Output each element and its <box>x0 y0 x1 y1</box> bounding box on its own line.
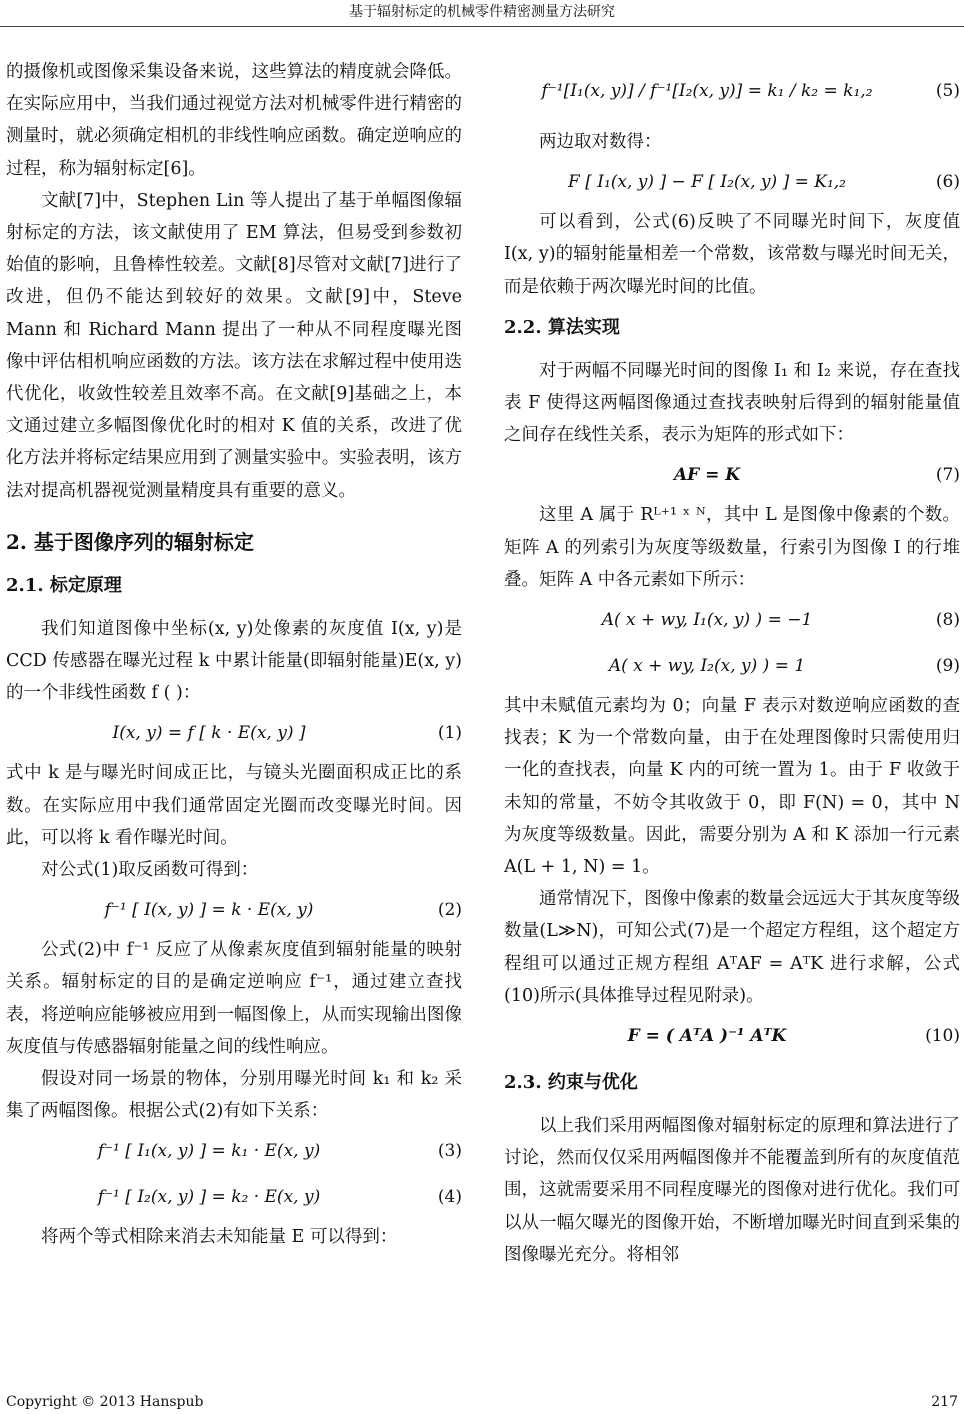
equation-number: (8) <box>935 610 960 631</box>
paragraph: 对于两幅不同曝光时间的图像 I₁ 和 I₂ 来说，存在查找表 F 使得这两幅图像通过查找表映射后得到的辐射能量值之间存在线性关系，表示为矩阵的形式如下： <box>504 360 960 446</box>
equation-formula: AF = K <box>673 465 741 486</box>
equation-formula: F = ( AᵀA )⁻¹ AᵀK <box>627 1026 787 1047</box>
paragraph: 两边取对数得： <box>539 132 662 152</box>
equation-formula: f⁻¹ [ I₂(x, y) ] = k₂ · E(x, y) <box>97 1187 321 1208</box>
equation-1 <box>6 711 462 755</box>
paragraph: 对公式(1)取反函数可得到： <box>41 860 259 881</box>
equation-number: (6) <box>935 172 960 193</box>
equation-number: (9) <box>935 656 960 677</box>
equation-10 <box>504 1014 960 1058</box>
equation-formula: A( x + wy, I₁(x, y) ) = −1 <box>601 610 813 631</box>
paragraph: 其中未赋值元素均为 0；向量 F 表示对数逆响应函数的查找表；K 为一个常数向量，由于在处理图像时只需使用归一化的查找表，向量 K 内的可统一置为 1。由于 F 收敛于未知的常量，不妨令其收敛于 0，即 F(N) = 0，其中 N 为灰度等级数量。因此，需要分别为 A 和 K 添加一行元素 A(L + 1, N) = 1。 <box>504 696 960 878</box>
subsection-heading: 2.3. 约束与优化 <box>504 1072 638 1094</box>
paragraph: 我们知道图像中坐标(x, y)处像素的灰度值 I(x, y)是 CCD 传感器在曝光过程 k 中累计能量(即辐射能量)E(x, y)的一个非线性函数 f ( )： <box>6 618 462 704</box>
paragraph: 将两个等式相除来消去未知能量 E 可以得到： <box>41 1227 398 1248</box>
paragraph: 的摄像机或图像采集设备来说，这些算法的精度就会降低。在实际应用中，当我们通过视觉方法对机械零件进行精密的测量时，就必须确定相机的非线性响应函数。确定逆响应的过程，称为辐射标定[6]。 <box>6 62 462 179</box>
paragraph: 通常情况下，图像中像素的数量会远远大于其灰度等级数量(L≫N)，可知公式(7)是一个超定方程组，这个超定方程组可以通过正规方程组 AᵀAF = AᵀK 进行求解，公式(10)所示(具体推导过程见附录)。 <box>504 889 960 1006</box>
section-heading: 2. 基于图像序列的辐射标定 <box>6 529 254 554</box>
equation-formula: f⁻¹[I₁(x, y)] / f⁻¹[I₂(x, y)] = k₁ / k₂ = k₁,₂ <box>541 81 873 101</box>
paragraph: 以上我们采用两幅图像对辐射标定的原理和算法进行了讨论，然而仅仅采用两幅图像并不能覆盖到所有的灰度值范围，这就需要采用不同程度曝光的图像对进行优化。我们可以从一幅欠曝光的图像开始，不断增加曝光时间直到采集的图像曝光充分。将相邻 <box>504 1116 960 1265</box>
equation-formula: f⁻¹ [ I(x, y) ] = k · E(x, y) <box>104 900 314 921</box>
right-column <box>504 56 960 1271</box>
equation-4 <box>6 1175 462 1219</box>
equation-7 <box>504 453 960 497</box>
equation-number: (4) <box>437 1187 462 1208</box>
equation-3 <box>6 1129 462 1173</box>
equation-5 <box>504 58 960 124</box>
equation-2 <box>6 888 462 932</box>
equation-number: (3) <box>437 1141 462 1162</box>
equation-6 <box>504 160 960 204</box>
equation-number: (10) <box>925 1026 960 1047</box>
equation-number: (1) <box>437 723 462 744</box>
paragraph: 可以看到，公式(6)反映了不同曝光时间下，灰度值 I(x, y)的辐射能量相差一个常数，该常数与曝光时间无关，而是依赖于两次曝光时间的比值。 <box>504 212 960 297</box>
left-column <box>6 56 462 1254</box>
page-number: 217 <box>931 1394 958 1410</box>
paragraph: 文献[7]中，Stephen Lin 等人提出了基于单幅图像辐射标定的方法，该文献使用了 EM 算法，但易受到参数初始值的影响，且鲁棒性较差。文献[8]尽管对文献[7]进行了改进，但仍不能达到较好的效果。文献[9]中，Steve Mann 和 Richard Mann 提出了一种从不同程度曝光图像中评估相机响应函数的方法。该方法在求解过程中使用迭代优化，收敛性较差且效率不高。在文献[9]基础之上，本文通过建立多幅图像优化时的相对 K 值的关系，改进了优化方法并将标定结果应用到了测量实验中。实验表明，该方法对提高机器视觉测量精度具有重要的意义。 <box>6 190 462 501</box>
equation-number: (7) <box>935 465 960 486</box>
running-header: 基于辐射标定的机械零件精密测量方法研究 <box>0 0 964 27</box>
subsection-heading: 2.2. 算法实现 <box>504 316 620 338</box>
equation-8 <box>504 598 960 642</box>
paragraph: 公式(2)中 f⁻¹ 反应了从像素灰度值到辐射能量的映射关系。辐射标定的目的是确定逆响应 f⁻¹，通过建立查找表，将逆响应能够被应用到一幅图像上，从而实现输出图像灰度值与传感器辐射能量之间的线性响应。 <box>6 940 462 1057</box>
equation-9 <box>504 644 960 688</box>
equation-formula: A( x + wy, I₂(x, y) ) = 1 <box>608 656 806 677</box>
equation-number: (5) <box>935 81 960 101</box>
equation-formula: f⁻¹ [ I₁(x, y) ] = k₁ · E(x, y) <box>97 1141 321 1162</box>
paragraph: 假设对同一场景的物体，分别用曝光时间 k₁ 和 k₂ 采集了两幅图像。根据公式(2)有如下关系： <box>6 1069 462 1122</box>
equation-formula: I(x, y) = f [ k · E(x, y) ] <box>112 723 306 744</box>
paragraph: 这里 A 属于 Rᴸ⁺¹ ˣ ᴺ，其中 L 是图像中像素的个数。矩阵 A 的列索引为灰度等级数量，行索引为图像 I 的行堆叠。矩阵 A 中各元素如下所示： <box>504 505 960 590</box>
paragraph: 式中 k 是与曝光时间成正比，与镜头光圈面积成正比的系数。在实际应用中我们通常固定光圈而改变曝光时间。因此，可以将 k 看作曝光时间。 <box>6 763 462 848</box>
equation-formula: F [ I₁(x, y) ] − F [ I₂(x, y) ] = K₁,₂ <box>568 172 846 193</box>
subsection-heading: 2.1. 标定原理 <box>6 574 122 596</box>
footer-copyright: Copyright © 2013 Hanspub <box>6 1394 204 1410</box>
equation-number: (2) <box>437 900 462 921</box>
